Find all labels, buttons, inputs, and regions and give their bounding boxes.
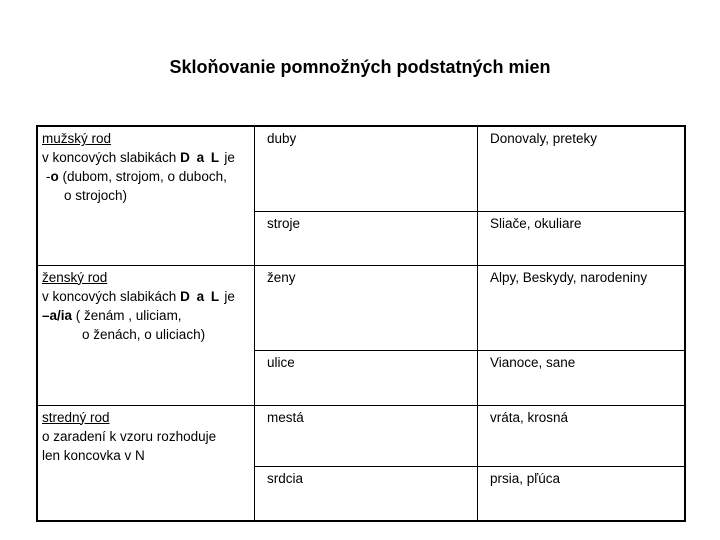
examples-cell: Sliače, okuliare [478,211,686,265]
table-row [37,126,685,211]
examples-cell: prsia, pľúca [478,466,686,521]
pattern-cell: srdcia [255,466,478,521]
rule-line: –a/ia ( ženám , uliciam, [42,307,182,323]
table-row [37,405,685,466]
rule-line: v koncových slabikách D a L je [42,288,235,304]
pattern-cell: stroje [255,211,478,265]
pattern-cell: duby [255,126,478,211]
examples-cell: Vianoce, sane [478,350,686,405]
rule-line: len koncovka v N [42,447,145,463]
examples-cell: vráta, krosná [478,405,686,466]
rule-line: v koncových slabikách D a L je [42,150,235,165]
gender-label: mužský rod [42,131,112,146]
pattern-cell: ulice [255,350,478,405]
examples-cell: Alpy, Beskydy, narodeniny [478,265,686,350]
rule-line: o strojoch) [64,188,128,203]
pattern-cell: ženy [255,265,478,350]
rule-line: -o (dubom, strojom, o duboch, [46,169,227,184]
gender-cell-neuter [37,405,255,521]
gender-cell-feminine [37,265,255,405]
rule-line: o ženách, o uliciach) [82,326,206,342]
table-row [37,265,685,350]
gender-cell-masculine [37,126,255,265]
gender-label: ženský rod [42,269,108,285]
rule-line: o zaradení k vzoru rozhoduje [42,428,217,444]
gender-label: stredný rod [42,409,110,425]
examples-cell: Donovaly, preteky [478,126,686,211]
page-title: Skloňovanie pomnožných podstatných mien [169,57,551,77]
pattern-cell: mestá [255,405,478,466]
declension-table [36,125,686,522]
